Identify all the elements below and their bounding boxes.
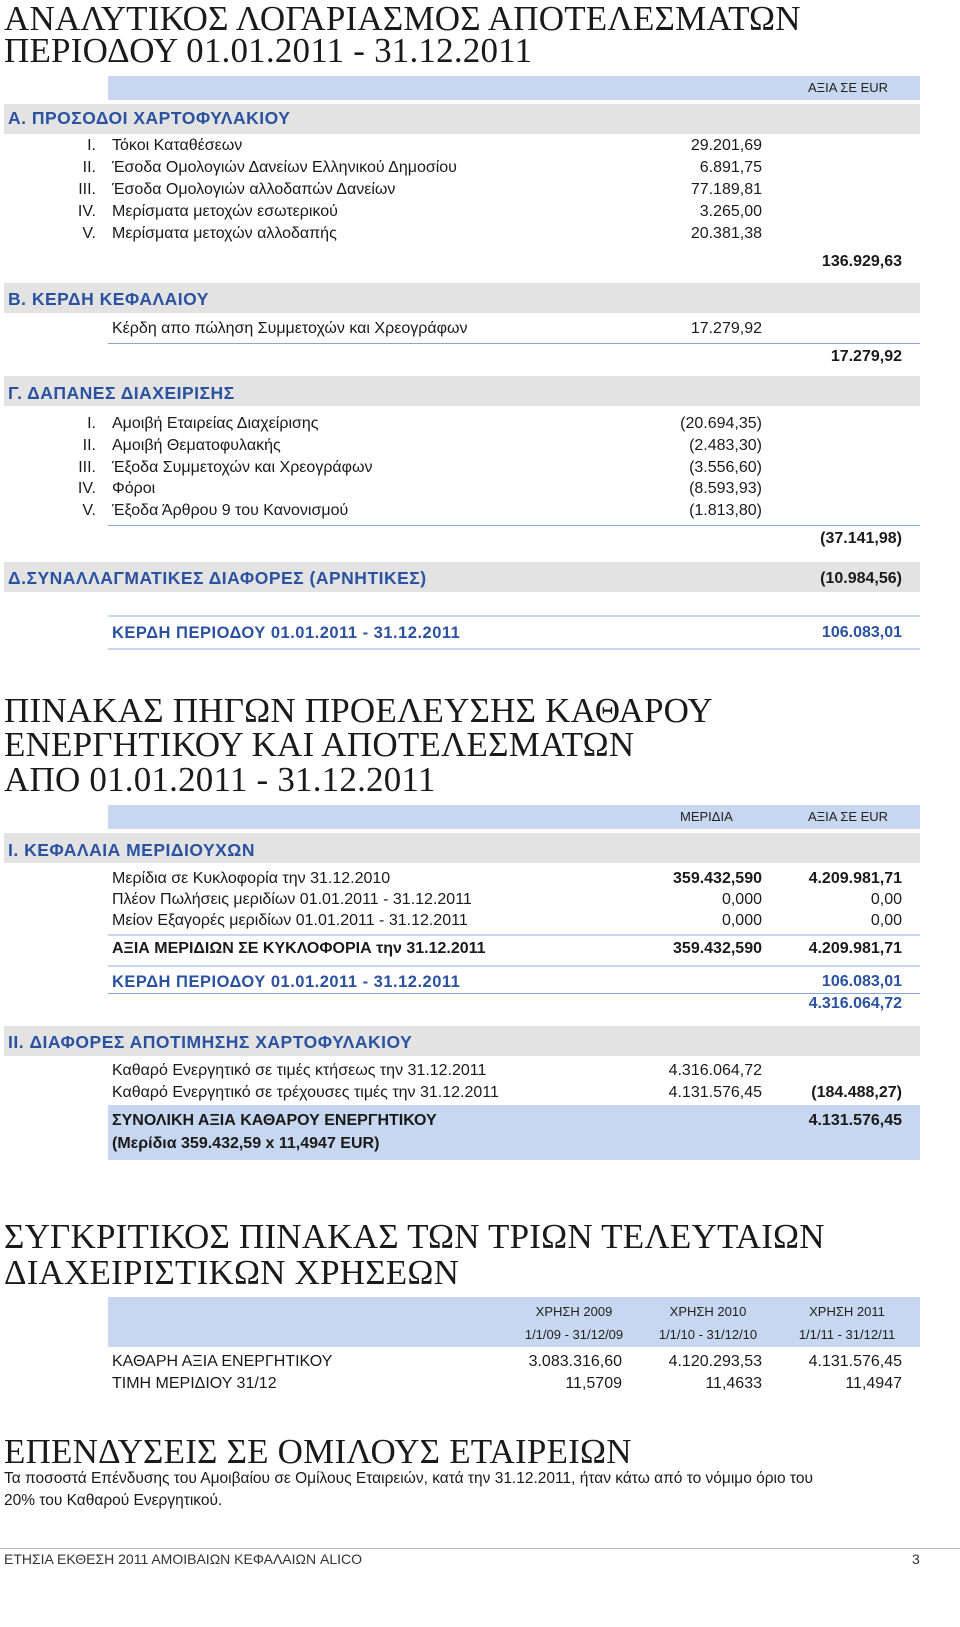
profit-label: ΚΕΡΔΗ ΠΕΡΙΟΔΟΥ 01.01.2011 - 31.12.2011 — [112, 624, 461, 642]
nav-total-label: ΣΥΝΟΛΙΚΗ ΑΞΙΑ ΚΑΘΑΡΟΥ ΕΝΕΡΓΗΤΙΚΟΥ — [112, 1112, 437, 1129]
capital-title: I. ΚΕΦΑΛΑΙΑ ΜΕΡΙΔΙΟΥΧΩΝ — [8, 840, 255, 860]
roman-numeral: II. — [82, 159, 96, 176]
capital-row-value: 4.209.981,71 — [808, 870, 902, 887]
income-item-label: Τόκοι Καταθέσεων — [112, 137, 243, 154]
capital-row-label: Πλέον Πωλήσεις μεριδίων 01.01.2011 - 31.12.2011 — [112, 891, 472, 908]
section-b-total: 17.279,92 — [830, 348, 902, 365]
year-header: ΧΡΗΣΗ 2009 — [535, 1304, 613, 1319]
profit-subtotal: 4.316.064,72 — [808, 995, 902, 1012]
capital-row-units: 0,000 — [721, 912, 762, 929]
section-3-title-line-1: ΣΥΓΚΡΙΤΙΚΟΣ ΠΙΝΑΚΑΣ ΤΩΝ ΤΡΙΩΝ ΤΕΛΕΥΤΑΙΩΝ — [4, 1217, 825, 1256]
section-4-paragraph-line-1: Τα ποσοστά Επένδυσης του Αμοιβαίου σε Ομίλους Εταιρειών, κατά την 31.12.2011, ήταν κάτω από το νόμιμο όριο του — [4, 1470, 813, 1487]
comparison-value: 4.120.293,53 — [668, 1353, 762, 1370]
capital-gain-value: 17.279,92 — [690, 320, 762, 337]
roman-numeral: I. — [87, 137, 96, 154]
year-range: 1/1/09 - 31/12/09 — [524, 1327, 624, 1342]
valuation-row-label: Καθαρό Ενεργητικό σε τρέχουσες τιμές την 31.12.2011 — [112, 1084, 499, 1101]
valuation-row-units: 4.316.064,72 — [668, 1062, 762, 1079]
roman-numeral: III. — [78, 181, 96, 198]
section-4-title: ΕΠΕΝΔΥΣΕΙΣ ΣΕ ΟΜΙΛΟΥΣ ΕΤΑΙΡΕΙΩΝ — [4, 1432, 632, 1471]
comparison-value: 11,4633 — [705, 1375, 762, 1392]
capital-gain-label: Κέρδη απο πώληση Συμμετοχών και Χρεογράφων — [112, 320, 468, 337]
roman-numeral: V. — [82, 502, 96, 519]
capital-total-top-rule — [108, 934, 920, 936]
section-3-title-line-2: ΔΙΑΧΕΙΡΙΣΤΙΚΩΝ ΧΡΗΣΕΩΝ — [4, 1253, 460, 1292]
capital-total-bottom-rule — [108, 965, 920, 967]
section-a-total: 136.929,63 — [821, 253, 902, 270]
roman-numeral: II. — [82, 437, 96, 454]
profit-label-2: ΚΕΡΔΗ ΠΕΡΙΟΔΟΥ 01.01.2011 - 31.12.2011 — [112, 973, 461, 991]
section-2-title-line-3: ΑΠΟ 01.01.2011 - 31.12.2011 — [4, 760, 436, 799]
comparison-row-label: ΤΙΜΗ ΜΕΡΙΔΙΟΥ 31/12 — [112, 1375, 277, 1392]
comparison-row-label: ΚΑΘΑΡΗ ΑΞΙΑ ΕΝΕΡΓΗΤΙΚΟΥ — [112, 1353, 333, 1370]
capital-row-units: 0,000 — [721, 891, 762, 908]
footer-text: ΕΤΗΣΙΑ ΕΚΘΕΣΗ 2011 ΑΜΟΙΒΑΙΩΝ ΚΕΦΑΛΑΙΩΝ ALICO — [4, 1551, 362, 1567]
valuation-row-value: (184.488,27) — [811, 1084, 902, 1101]
income-item-value: 6.891,75 — [699, 159, 762, 176]
section-b-title: Β. ΚΕΡΔΗ ΚΕΦΑΛΑΙΟΥ — [8, 289, 209, 309]
section-a-title: Α. ΠΡΟΣΟΔΟΙ ΧΑΡΤΟΦΥΛΑΚΙΟΥ — [8, 108, 291, 128]
divider — [108, 993, 920, 994]
profit-value: 106.083,01 — [821, 624, 902, 641]
value-header-2: ΑΞΙΑ ΣΕ EUR — [808, 809, 889, 824]
page-title-line-2: ΠΕΡΙΟΔΟΥ 01.01.2011 - 31.12.2011 — [4, 31, 533, 70]
page-number: 3 — [912, 1551, 920, 1567]
roman-numeral: IV. — [77, 480, 96, 497]
income-item-label: Έσοδα Ομολογιών Δανείων Ελληνικού Δημοσίου — [112, 159, 457, 176]
capital-total-value: 4.209.981,71 — [808, 940, 902, 957]
income-item-label: Μερίσματα μετοχών αλλοδαπής — [112, 225, 337, 242]
income-item-label: Μερίσματα μετοχών εσωτερικού — [112, 203, 338, 220]
expense-item-value: (8.593,93) — [689, 480, 762, 497]
expense-item-value: (3.556,60) — [689, 459, 762, 476]
nav-total-sublabel: (Μερίδια 359.432,59 x 11,4947 EUR) — [112, 1135, 380, 1152]
valuation-title: II. ΔΙΑΦΟΡΕΣ ΑΠΟΤΙΜΗΣΗΣ ΧΑΡΤΟΦΥΛΑΚΙΟΥ — [8, 1032, 413, 1052]
comparison-value: 3.083.316,60 — [528, 1353, 622, 1370]
valuation-row-label: Καθαρό Ενεργητικό σε τιμές κτήσεως την 31.12.2011 — [112, 1062, 487, 1079]
capital-row-label: Μερίδια σε Κυκλοφορία την 31.12.2010 — [112, 870, 391, 887]
value-header-bar — [108, 76, 920, 100]
capital-row-value: 0,00 — [870, 891, 902, 908]
profit-bottom-rule — [108, 648, 920, 650]
section-c-title: Γ. ΔΑΠΑΝΕΣ ΔΙΑΧΕΙΡΙΣΗΣ — [8, 383, 235, 403]
section-2-title-line-2: ΕΝΕΡΓΗΤΙΚΟΥ ΚΑΙ ΑΠΟΤΕΛΕΣΜΑΤΩΝ — [4, 725, 635, 764]
section-4-paragraph-line-2: 20% του Καθαρού Ενεργητικού. — [4, 1492, 223, 1509]
expense-item-label: Έξοδα Άρθρου 9 του Κανονισμού — [112, 502, 349, 519]
capital-total-label: ΑΞΙΑ ΜΕΡΙΔΙΩΝ ΣΕ ΚΥΚΛΟΦΟΡΙΑ την 31.12.2011 — [112, 940, 486, 957]
expense-item-value: (20.694,35) — [680, 415, 762, 432]
divider — [108, 343, 920, 344]
income-item-value: 3.265,00 — [699, 203, 762, 220]
comparison-value: 4.131.576,45 — [808, 1353, 902, 1370]
income-item-value: 77.189,81 — [690, 181, 762, 198]
profit-top-rule — [108, 615, 920, 617]
expense-item-value: (1.813,80) — [689, 502, 762, 519]
units-header: ΜΕΡΙΔΙΑ — [680, 809, 733, 824]
roman-numeral: I. — [87, 415, 96, 432]
capital-row-label: Μείον Εξαγορές μεριδίων 01.01.2011 - 31.12.2011 — [112, 912, 468, 929]
income-item-label: Έσοδα Ομολογιών αλλοδαπών Δανείων — [112, 181, 396, 198]
year-header: ΧΡΗΣΗ 2010 — [669, 1304, 747, 1319]
expense-item-value: (2.483,30) — [689, 437, 762, 454]
capital-row-units: 359.432,590 — [673, 870, 762, 887]
roman-numeral: III. — [78, 459, 96, 476]
comparison-value: 11,4947 — [845, 1375, 902, 1392]
roman-numeral: V. — [82, 225, 96, 242]
section-d-title: Δ.ΣΥΝΑΛΛΑΓΜΑΤΙΚΕΣ ΔΙΑΦΟΡΕΣ (ΑΡΝΗΤΙΚΕΣ) — [8, 568, 427, 588]
year-header: ΧΡΗΣΗ 2011 — [809, 1304, 885, 1319]
valuation-row-units: 4.131.576,45 — [668, 1084, 762, 1101]
income-item-value: 20.381,38 — [690, 225, 762, 242]
divider — [108, 525, 920, 526]
section-2-title-line-1: ΠΙΝΑΚΑΣ ΠΗΓΩΝ ΠΡΟΕΛΕΥΣΗΣ ΚΑΘΑΡΟΥ — [4, 691, 713, 730]
income-item-value: 29.201,69 — [690, 137, 762, 154]
expense-item-label: Φόροι — [112, 480, 156, 497]
profit-value-2: 106.083,01 — [821, 973, 902, 990]
expense-item-label: Αμοιβή Εταιρείας Διαχείρισης — [112, 415, 319, 432]
page-title-line-1: ΑΝΑΛΥΤΙΚΟΣ ΛΟΓΑΡΙΑΣΜΟΣ ΑΠΟΤΕΛΕΣΜΑΤΩΝ — [4, 0, 801, 38]
section-c-total: (37.141,98) — [820, 530, 902, 547]
comparison-value: 11,5709 — [565, 1375, 622, 1392]
year-range: 1/1/10 - 31/12/10 — [658, 1327, 758, 1342]
capital-total-units: 359.432,590 — [673, 940, 762, 957]
expense-item-label: Έξοδα Συμμετοχών και Χρεογράφων — [112, 459, 373, 476]
capital-row-value: 0,00 — [870, 912, 902, 929]
expense-item-label: Αμοιβή Θεματοφυλακής — [112, 437, 281, 454]
value-header: ΑΞΙΑ ΣΕ EUR — [808, 80, 889, 95]
footer-rule — [0, 1548, 960, 1549]
roman-numeral: IV. — [77, 203, 96, 220]
nav-total-value: 4.131.576,45 — [808, 1112, 902, 1129]
section-d-value: (10.984,56) — [820, 570, 902, 587]
table2-header-bar — [108, 805, 920, 829]
year-range: 1/1/11 - 31/12/11 — [798, 1327, 896, 1342]
